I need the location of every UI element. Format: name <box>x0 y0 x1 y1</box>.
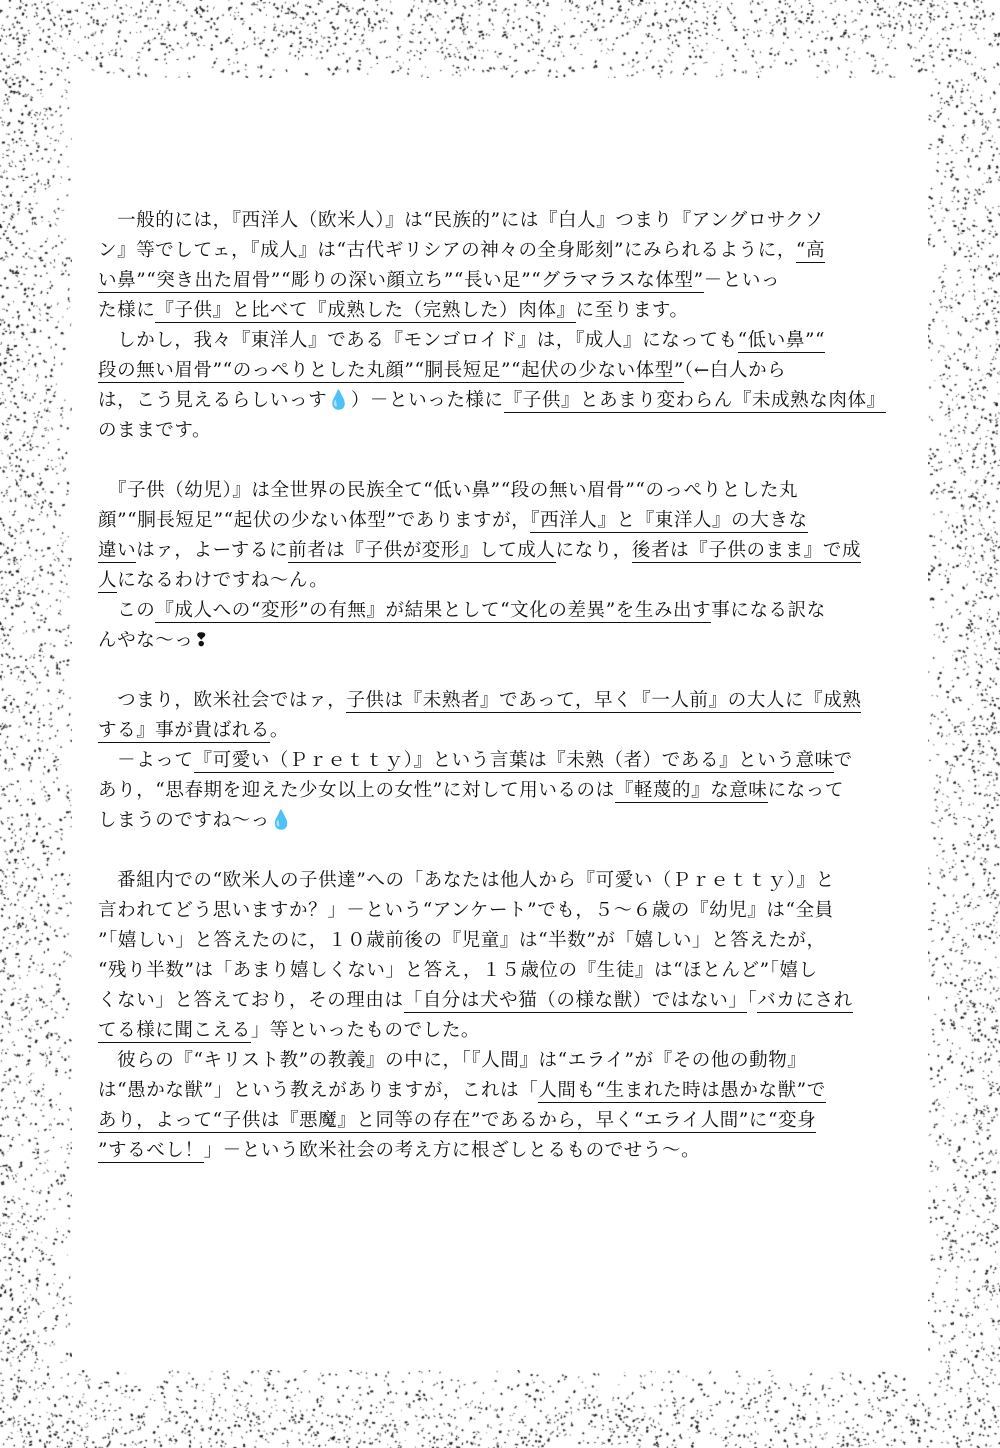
underlined-text: 『子供』と比べて『成熟した（完熟した）肉体』 <box>155 300 576 321</box>
text-line <box>98 536 898 566</box>
text-segment: 」－という欧米社会の考え方に根ざしとるものでせう～。 <box>203 1140 701 1161</box>
text-segment: のままです。 <box>98 420 212 441</box>
text-line <box>98 506 898 536</box>
text-segment: －といっ <box>703 270 781 291</box>
text-segment: 一般的には，『西洋人（欧米人）』は“民族的”には『白人』つまり『アングロサクソ <box>98 210 824 231</box>
text-segment: しかし，我々『東洋人』である『モンゴロイド』は，『成人』になっても <box>98 330 738 351</box>
paragraph <box>98 206 898 326</box>
underlined-text: あり，よって“子供は『悪魔』と同等の存在”であるから，早く“エライ人間”に“変身 <box>98 1110 817 1131</box>
body-text <box>98 206 898 1166</box>
text-line <box>98 386 898 416</box>
text-segment: になるわけですね～ん。 <box>117 570 329 591</box>
text-line <box>98 1106 898 1136</box>
underlined-text: 『子供』とあまり変わらん『未成熟な肉体』 <box>503 390 886 411</box>
text-segment: 」等といったものでした。 <box>250 1020 481 1041</box>
text-segment: はァ，よーするに <box>136 540 289 561</box>
paragraph-gap <box>98 836 898 866</box>
text-segment: 言われてどう思いますか？」－という“アンケート”でも，５～６歳の『幼児』は“全員 <box>98 900 834 921</box>
underlined-text: 『西洋人』と『東洋人』の大きな <box>530 510 808 531</box>
text-line <box>98 896 898 926</box>
paragraph <box>98 866 898 1046</box>
text-line <box>98 416 898 446</box>
underlined-text: てる様に聞こえる <box>98 1020 251 1041</box>
text-line <box>98 956 898 986</box>
underlined-text: 子供は『未熟者』であって，早く『一人前』の大人に『成熟 <box>346 690 862 711</box>
text-line <box>98 206 898 236</box>
paragraph-gap <box>98 446 898 476</box>
text-segment: 顔”“胴長短足”“起伏の少ない体型”でありますが， <box>98 510 531 531</box>
text-segment: は“愚かな獣”」という教えがありますが，これは「 <box>98 1080 539 1101</box>
paragraph <box>98 746 898 836</box>
underlined-text: 後者は『子供のまま』で成 <box>631 540 862 561</box>
text-segment: 『子供（幼児）』は全世界の民族全て“低い鼻”“段の無い眉骨”“のっぺりとした丸 <box>98 480 799 501</box>
underlined-text: 段の無い眉骨”“のっぺりとした丸顔”“胴長短足”“起伏の少ない体型” <box>98 360 684 381</box>
underlined-text: する』事が貴ばれる <box>98 720 270 741</box>
paragraph <box>98 476 898 596</box>
text-line <box>98 746 898 776</box>
text-line <box>98 806 898 836</box>
text-segment: この <box>98 600 156 621</box>
text-segment: んやな～っ❢ <box>98 630 210 651</box>
text-line <box>98 686 898 716</box>
text-segment: 彼らの『“キリスト教”の教義』の中に，「『人間』は“エライ”が『その他の動物』 <box>98 1050 807 1071</box>
text-segment: あり，“思春期を迎えた少女以上の女性”に対して用いるのは <box>98 780 615 801</box>
text-line <box>98 326 898 356</box>
underlined-text: 「自分は犬や猫（の様な獣）ではない」 <box>403 990 748 1011</box>
text-line <box>98 296 898 326</box>
text-segment: －よって <box>98 750 194 771</box>
underlined-text: ”するべし！ <box>98 1140 204 1161</box>
text-segment: 事になる訳な <box>711 600 826 621</box>
text-segment: くない」と答えており，その理由は <box>98 990 404 1011</box>
text-line <box>98 1136 898 1166</box>
text-segment: 番組内での“欧米人の子供達”への「あなたは他人から『可愛い（Ｐｒｅｔｔｙ）』と <box>98 870 835 891</box>
text-line <box>98 716 898 746</box>
text-segment: で <box>833 750 853 771</box>
text-segment: “残り半数”は「あまり嬉しくない」と答え，１５歳位の『生徒』は“ほとんど”「嬉し <box>98 960 818 981</box>
text-line <box>98 566 898 596</box>
text-line <box>98 866 898 896</box>
text-line <box>98 596 898 626</box>
text-line <box>98 236 898 266</box>
text-line <box>98 1076 898 1106</box>
text-line <box>98 1046 898 1076</box>
paragraph <box>98 326 898 446</box>
underlined-text: 『可愛い（Ｐｒｅｔｔｙ）』という言葉は『未熟（者）である』という意味 <box>193 750 834 771</box>
text-segment: 。 <box>269 720 290 741</box>
text-segment: ”「嬉しい」と答えたのに，１０歳前後の『児童』は“半数”が「嬉しい」と答えたが， <box>98 930 826 951</box>
underlined-text: 人間も“生まれた時は愚かな獣”で <box>538 1080 826 1101</box>
underlined-text: “高 <box>795 240 826 261</box>
text-line <box>98 266 898 296</box>
text-line <box>98 1016 898 1046</box>
underlined-text: バカにされ <box>757 990 853 1011</box>
text-segment: つまり，欧米社会ではァ， <box>98 690 347 711</box>
text-line <box>98 986 898 1016</box>
text-line <box>98 926 898 956</box>
underlined-text: 『軽蔑的』な意味 <box>614 780 768 801</box>
underlined-text: 『成人への“変形”の有無』が結果として“文化の差異”を生み出す <box>155 600 712 621</box>
text-segment: に至ります。 <box>575 300 689 321</box>
text-segment: になって <box>767 780 844 801</box>
text-line <box>98 626 898 656</box>
text-line <box>98 356 898 386</box>
paragraph <box>98 686 898 746</box>
text-line <box>98 476 898 506</box>
underlined-text: い鼻”“突き出た眉骨”“彫りの深い顔立ち”“長い足”“グラマラスな体型” <box>98 270 704 291</box>
text-segment: ン』等でしてェ，『成人』は“古代ギリシアの神々の全身彫刻”にみられるように， <box>98 240 796 261</box>
text-segment: は，こう見えるらしいっす💧）－といった様に <box>98 390 504 411</box>
underlined-text: “低い鼻”“ <box>737 330 826 351</box>
text-segment: しまうのですね～っ💧 <box>98 810 294 831</box>
text-segment: （←白人から <box>683 360 787 381</box>
underlined-text: 違い <box>98 540 137 561</box>
text-line <box>98 776 898 806</box>
underlined-text: 人 <box>98 570 118 591</box>
paragraph-gap <box>98 656 898 686</box>
text-segment: 「 <box>747 990 758 1011</box>
paragraph <box>98 1046 898 1166</box>
paragraph <box>98 596 898 656</box>
text-segment: になり， <box>555 540 632 561</box>
text-segment: た様に <box>98 300 156 321</box>
underlined-text: 前者は『子供が変形』して成人 <box>288 540 556 561</box>
